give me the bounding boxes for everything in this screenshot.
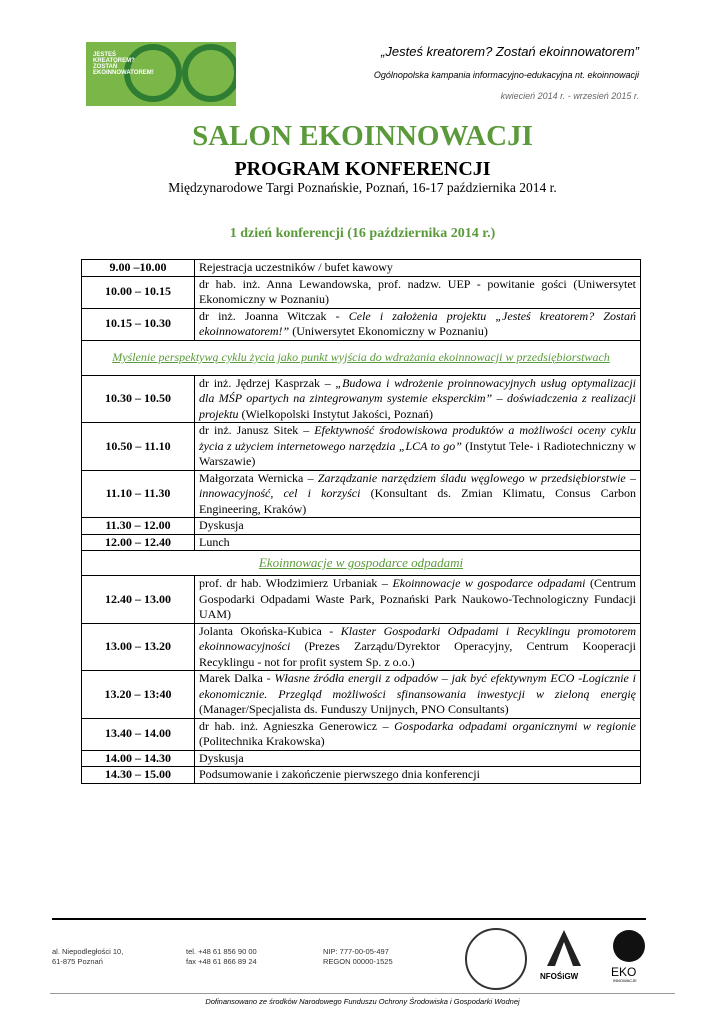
table-row [82, 518, 641, 535]
description-text: Rejestracja uczestników / bufet kawowy [199, 260, 393, 274]
session-description [195, 423, 641, 471]
session-description [195, 623, 641, 671]
description-text: (Instytut Tele- i Radiotechniczny w Warszawie) [199, 438, 636, 468]
time-cell: 12.40 – 13.00 [82, 576, 195, 624]
table-row [82, 470, 641, 518]
description-text: (Uniwersytet Ekonomiczny w Poznaniu) [289, 324, 488, 338]
description-text: Podsumowanie i zakończenie pierwszego dnia konferencji [199, 767, 480, 781]
description-text: prof. dr hab. Włodzimierz Urbaniak – [199, 576, 393, 590]
table-row [82, 750, 641, 767]
talk-title: Ekoinnowacje w gospodarce odpadami [392, 576, 586, 590]
nfosigw-logo-icon [543, 928, 585, 968]
table-row [82, 551, 641, 576]
time-cell: 10.30 – 10.50 [82, 375, 195, 423]
description-text: Dyskusja [199, 750, 244, 765]
eko-label: EKO [611, 965, 637, 979]
talk-title: Cele i założenia projektu „Jesteś kreatorem? Zostań ekoinnowatorem!” [199, 308, 637, 338]
footer-divider [52, 918, 646, 920]
description-text: Jolanta Okońska-Kubica - [199, 623, 341, 638]
session-description [195, 470, 641, 518]
description-text: Dyskusja [199, 518, 244, 532]
session-description [195, 576, 641, 624]
session-description [195, 308, 641, 340]
description-text: (Konsultant ds. Zmian Klimatu, Consus Carbon Engineering, Kraków) [199, 486, 636, 516]
eko-innowacje-logo-icon [613, 930, 645, 962]
description-text: (Manager/Specjalista ds. Funduszy Unijnych, PNO Consultants) [199, 702, 509, 716]
event-location: Międzynarodowe Targi Poznańskie, Poznań, 16-17 października 2014 r. [168, 180, 557, 195]
talk-title: Gospodarka odpadami organicznymi w regionie [394, 718, 637, 733]
footer-phone: tel. +48 61 856 90 00 fax +48 61 866 89 24 [186, 947, 257, 966]
session-description [195, 276, 641, 308]
footer-address: al. Niepodległości 10, 61-875 Poznań [52, 947, 124, 966]
description-text: (Centrum Gospodarki Odpadami Waste Park, Poznański Park Naukowo-Technologiczny Fundacji UAM) [199, 576, 636, 621]
day-heading: 1 dzień konferencji (16 października 2014 r.) [229, 226, 496, 241]
table-row [82, 623, 641, 671]
session-description [195, 260, 641, 277]
description-text: (Politechnika Krakowska) [199, 734, 325, 748]
talk-title: Klaster Gospodarki Odpadami i Recyklingu promotorem ekoinnowacyjności [199, 623, 636, 653]
time-cell: 12.00 – 12.40 [82, 534, 195, 551]
bottom-divider [50, 993, 675, 994]
description-text: (Prezes Zarządu/Dyrektor Operacyjny, Centrum Kooperacji Recyklingu - not for profit system Sp. z o.o.) [199, 639, 636, 669]
description-text: Lunch [199, 534, 230, 549]
program-table [81, 259, 641, 784]
time-cell: 14.30 – 15.00 [82, 767, 195, 784]
logo-text: JESTEŚ KREATOREM? ZOSTAŃ EKOINNOWATOREM! [93, 52, 154, 76]
campaign-description: Ogólnopolska kampania informacyjno-edukacyjna nt. ekoinnowacji [373, 70, 639, 80]
time-cell: 14.00 – 14.30 [82, 750, 195, 767]
time-cell: 13.40 – 14.00 [82, 718, 195, 750]
time-cell: 9.00 –10.00 [82, 260, 195, 277]
funding-note: Dofinansowano ze środków Narodowego Funduszu Ochrony Środowiska i Gospodarki Wodnej [205, 997, 520, 1006]
campaign-period: kwiecień 2014 r. - wrzesień 2015 r. [500, 91, 639, 101]
table-row [82, 260, 641, 277]
section-heading: Ekoinnowacje w gospodarce odpadami [82, 551, 641, 576]
table-row [82, 718, 641, 750]
description-text: dr hab. inż. Agnieszka Generowicz – [199, 718, 395, 733]
table-row [82, 340, 641, 375]
glasses-right-lens [182, 44, 236, 102]
table-row [82, 767, 641, 784]
session-description [195, 375, 641, 423]
time-cell: 10.15 – 10.30 [82, 308, 195, 340]
talk-title: Efektywność środowiskowa produktów a możliwości oceny cyklu życia z użyciem internetowego narzędzia „LCA to go” [199, 423, 636, 453]
nfosigw-label: NFOŚiGW [540, 972, 579, 981]
page-subtitle: PROGRAM KONFERENCJI [234, 158, 491, 180]
talk-title: Zarządzanie narzędziem śladu węglowego w przedsiębiorstwie – innowacyjność, cel i korzyści [199, 470, 636, 500]
table-row [82, 276, 641, 308]
table-row [82, 534, 641, 551]
page-title: SALON EKOINNOWACJI [192, 120, 533, 152]
time-cell: 13.20 – 13:40 [82, 671, 195, 719]
description-text: dr inż. Janusz Sitek – [199, 423, 315, 437]
description-text: dr inż. Joanna Witczak - [199, 308, 349, 323]
description-text: dr inż. Jędrzej Kasprzak – [199, 375, 336, 390]
session-description [195, 718, 641, 750]
table-row [82, 671, 641, 719]
talk-title: Własne źródła energii z odpadów – jak być efektywnym ECO -Logicznie i ekonomicznie. Przegląd możliwości sfinansowania inwestycji w zieloną energię [199, 671, 637, 701]
description-text: Marek Dalka - [199, 671, 275, 685]
university-seal-icon [465, 928, 527, 990]
time-cell: 10.50 – 11.10 [82, 423, 195, 471]
session-description [195, 750, 641, 767]
campaign-logo [86, 42, 236, 106]
time-cell: 13.00 – 13.20 [82, 623, 195, 671]
table-row [82, 308, 641, 340]
talk-title: „Budowa i wdrożenie proinnowacyjnych usług optymalizacji dla MŚP opartych na zintegrowanym systemie eksperckim” – doświadczenia z realizacji projektu [199, 375, 636, 421]
campaign-slogan: „Jesteś kreatorem? Zostań ekoinnowatorem” [381, 44, 639, 59]
eko-sublabel: INNOWACJE [613, 978, 637, 983]
session-description [195, 671, 641, 719]
table-row [82, 423, 641, 471]
description-text: Małgorzata Wernicka – [199, 470, 318, 485]
time-cell: 11.10 – 11.30 [82, 470, 195, 518]
section-heading: Myślenie perspektywą cyklu życia jako punkt wyjścia do wdrażania ekoinnowacji w przedsiębiorstwach [82, 340, 641, 375]
description-text: dr hab. inż. Anna Lewandowska, prof. nadzw. UEP - powitanie gości (Uniwersytet Ekonomiczny w Poznaniu) [199, 276, 636, 306]
table-row [82, 375, 641, 423]
time-cell: 11.30 – 12.00 [82, 518, 195, 535]
session-description [195, 518, 641, 535]
session-description [195, 767, 641, 784]
footer-ids: NIP: 777-00-05-497 REGON 00000-1525 [323, 947, 393, 966]
description-text: (Wielkopolski Instytut Jakości, Poznań) [238, 406, 434, 421]
table-row [82, 576, 641, 624]
time-cell: 10.00 – 10.15 [82, 276, 195, 308]
session-description [195, 534, 641, 551]
